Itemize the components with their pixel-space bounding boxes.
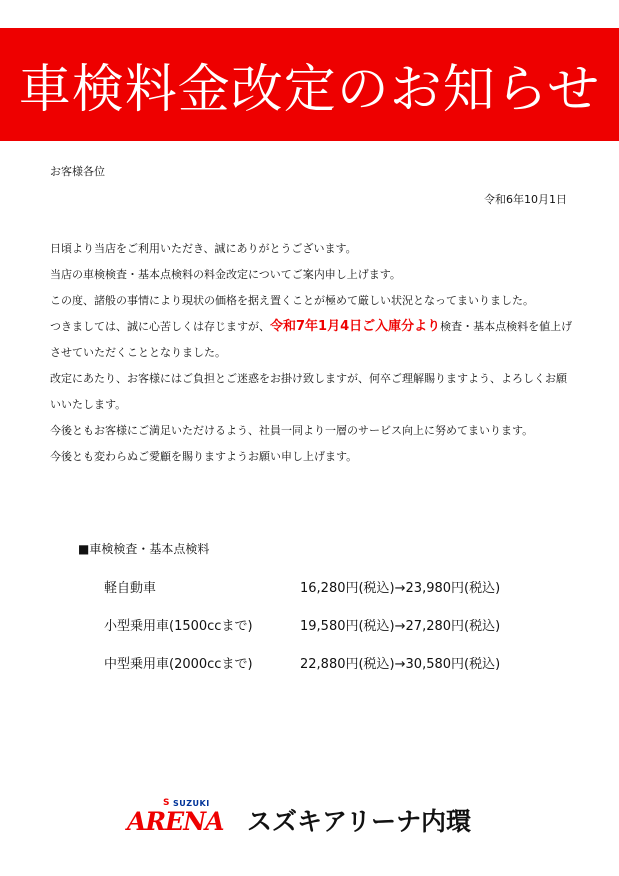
- fee-row: [104, 615, 500, 634]
- paragraph-text: 検査・基本点検料を値上げさせていただくこととなりました。: [50, 320, 573, 359]
- paragraph: 当店の車検検査・基本点検料の料金改定についてご案内申し上げます。: [50, 268, 401, 281]
- vehicle-type: 軽自動車: [104, 581, 157, 596]
- price-change: 19,580円(税込)→27,280円(税込): [300, 619, 501, 634]
- store-name: スズキアリーナ内環: [247, 807, 472, 836]
- paragraph: 今後ともお客様にご満足いただけるよう、社員一同より一層のサービス向上に努めてまいります。: [50, 424, 534, 437]
- title-banner: [0, 28, 619, 141]
- paragraph: この度、諸般の事情により現状の価格を据え置くことが極めて厳しい状況となってまいりました。: [50, 294, 534, 307]
- paragraph: 日頃より当店をご利用いただき、誠にありがとうございます。: [50, 242, 357, 255]
- vehicle-type: 小型乗用車(1500ccまで): [104, 619, 253, 634]
- arena-logo: [127, 798, 245, 836]
- price-change: 16,280円(税込)→23,980円(税込): [300, 581, 501, 596]
- notice-date: 令和6年10月1日: [484, 193, 567, 206]
- paragraph: 改定にあたり、お客様にはご負担とご迷惑をお掛け致しますが、何卒ご理解賜りますよう、よろしくお願いいたします。: [50, 372, 567, 411]
- paragraph: 今後とも変わらぬご愛顧を賜りますようお願い申し上げます。: [50, 450, 358, 463]
- fees-heading: ■車検検査・基本点検料: [78, 542, 210, 556]
- suzuki-wordmark: SUZUKI: [173, 799, 210, 808]
- suzuki-s-icon: S: [163, 798, 170, 808]
- price-change: 22,880円(税込)→30,580円(税込): [300, 657, 501, 672]
- paragraph-text: つきましては、誠に心苦しくは存じますが、: [50, 320, 270, 333]
- vehicle-type: 中型乗用車(2000ccまで): [104, 657, 253, 672]
- page-title: 車検料金改定のお知らせ: [18, 60, 601, 120]
- effective-date-highlight: 令和7年1月4日ご入庫分より: [270, 319, 441, 334]
- dealer-logo: [127, 797, 471, 837]
- fee-row: [104, 577, 500, 596]
- arena-wordmark: ARENA: [127, 807, 224, 836]
- notice-body: [50, 236, 575, 470]
- fee-row: [104, 653, 500, 672]
- salutation: お客様各位: [50, 165, 105, 178]
- paragraph-with-highlight: [50, 314, 575, 366]
